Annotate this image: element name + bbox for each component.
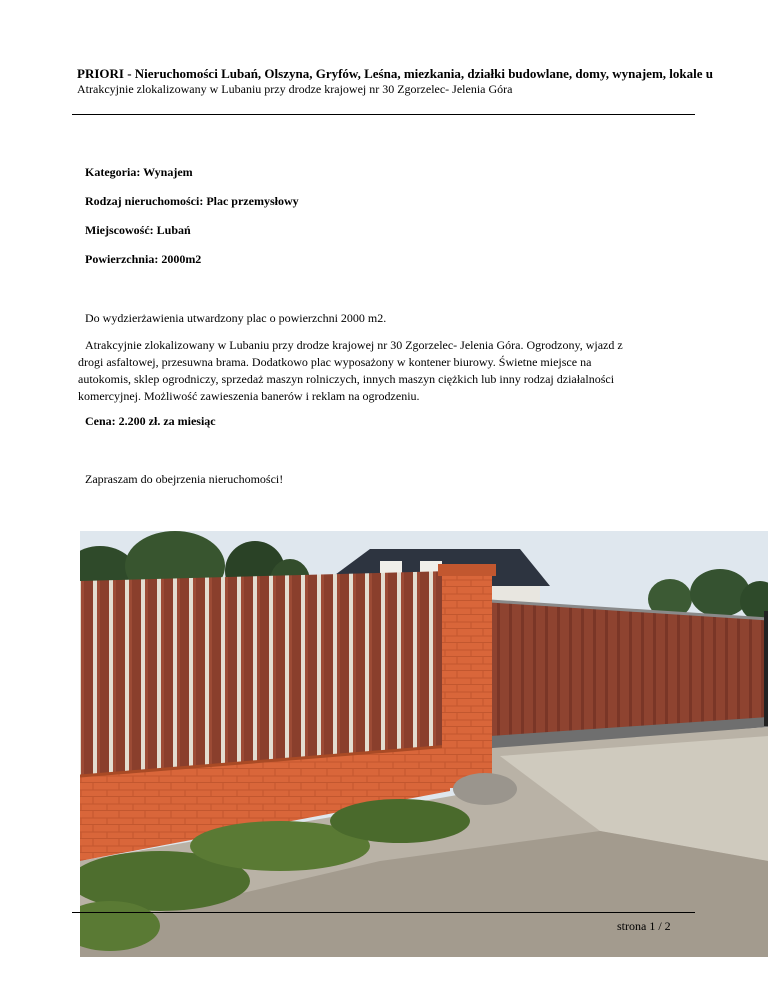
location-field: Miejscowość: Lubań (85, 223, 191, 237)
description-line: komercyjnej. Możliwość zawieszenia banerów i reklam na ogrodzeniu. (78, 389, 420, 403)
fence-photo-illustration (80, 531, 768, 957)
description-line: Atrakcyjnie zlokalizowany w Lubaniu przy drodze krajowej nr 30 Zgorzelec- Jelenia Góra. Ogrodzony, wjazd z (85, 338, 623, 352)
description-line: autokomis, sklep ogrodniczy, sprzedaż maszyn rolniczych, innych maszyn ciężkich lub inny rodzaj działalności (78, 372, 615, 386)
intro-paragraph: Do wydzierżawienia utwardzony plac o powierzchni 2000 m2. (85, 311, 387, 325)
invitation-text: Zapraszam do obejrzenia nieruchomości! (85, 472, 284, 486)
header-divider (72, 114, 695, 115)
description-paragraph (78, 337, 678, 405)
category-field: Kategoria: Wynajem (85, 165, 193, 179)
property-photo (80, 531, 768, 957)
description-line: drogi asfaltowej, przesuwna brama. Dodatkowo plac wyposażony w kontener biurowy. Świetne miejsce na (78, 355, 592, 369)
area-field: Powierzchnia: 2000m2 (85, 252, 202, 266)
property-type-field: Rodzaj nieruchomości: Plac przemysłowy (85, 194, 299, 208)
price-field: Cena: 2.200 zł. za miesiąc (85, 414, 216, 428)
document-title: PRIORI - Nieruchomości Lubań, Olszyna, Gryfów, Leśna, miezkania, działki budowlane, domy, wynajem, lokale u (77, 66, 713, 81)
document-subtitle: Atrakcyjnie zlokalizowany w Lubaniu przy drodze krajowej nr 30 Zgorzelec- Jelenia Góra (77, 82, 513, 96)
footer-divider (72, 912, 695, 913)
page-number: strona 1 / 2 (617, 919, 671, 933)
